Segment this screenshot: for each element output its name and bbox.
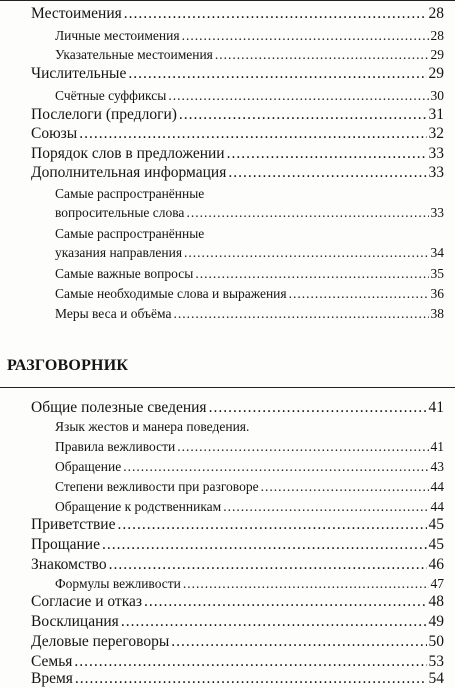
toc-subentry[interactable] (55, 479, 444, 495)
toc-page-number: 44 (430, 499, 444, 514)
toc-entry-label: Прощание (31, 536, 100, 553)
toc-entry[interactable] (31, 125, 444, 143)
leader-dots (121, 613, 427, 631)
toc-entry-label: Обращение (55, 459, 122, 474)
toc-page-number: 28 (428, 5, 444, 22)
section-heading: РАЗГОВОРНИК (7, 357, 129, 374)
toc-entry[interactable] (31, 536, 444, 554)
toc-entry-label: Восклицания (31, 613, 119, 630)
toc-entry[interactable] (31, 516, 444, 534)
leader-dots (182, 28, 429, 44)
leader-dots (123, 459, 428, 475)
leader-dots (227, 145, 427, 163)
leader-dots (195, 266, 428, 282)
toc-entry-label: Формулы вежливости (55, 576, 181, 591)
toc-entry-label: Время (31, 670, 73, 687)
toc-entry-label: Согласие и отказ (31, 593, 142, 610)
toc-entry-label: Общие полезные сведения (31, 399, 207, 416)
toc-page-number: 34 (430, 245, 444, 260)
toc-page-number: 29 (428, 65, 444, 82)
toc-entry-label: Послелоги (предлоги) (31, 106, 177, 123)
leader-dots (228, 164, 426, 182)
toc-page-number: 30 (430, 88, 444, 103)
toc-entry[interactable] (31, 5, 444, 23)
toc-entry-label: Союзы (31, 125, 78, 142)
leader-dots (102, 536, 427, 554)
toc-subentry[interactable] (55, 499, 444, 515)
toc-page-number: 50 (428, 633, 444, 650)
toc-subentry[interactable] (55, 459, 444, 475)
toc-entry[interactable] (31, 145, 444, 163)
toc-page-number: 41 (430, 439, 444, 454)
toc-entry-label: Указательные местоимения (55, 47, 213, 62)
toc-page-number: 35 (430, 266, 444, 281)
leader-dots (144, 593, 427, 611)
toc-subentry[interactable] (55, 245, 444, 261)
leader-dots (128, 65, 426, 83)
leader-dots (168, 88, 428, 104)
toc-entry[interactable] (31, 593, 444, 611)
leader-dots (79, 125, 426, 143)
toc-subentry[interactable] (55, 28, 444, 44)
toc-entry-label: Местоимения (31, 5, 122, 22)
toc-entry-label: Правила вежливости (55, 439, 176, 454)
toc-subentry-first-line: Самые распространённые (55, 226, 205, 241)
toc-page-number: 49 (428, 613, 444, 630)
toc-entry-label: Обращение к родственникам (55, 499, 222, 514)
leader-dots (209, 399, 427, 417)
toc-page-number: 29 (430, 47, 444, 62)
leader-dots (215, 47, 429, 63)
toc-entry[interactable] (31, 613, 444, 631)
leader-dots (109, 556, 427, 574)
toc-entry[interactable] (31, 653, 444, 671)
toc-entry[interactable] (31, 399, 444, 417)
toc-entry[interactable] (31, 670, 444, 688)
toc-subentry-first-line: Язык жестов и манера поведения. (55, 419, 250, 434)
toc-subentry[interactable] (55, 439, 444, 455)
toc-entry[interactable] (31, 556, 444, 574)
toc-page-number: 47 (430, 576, 444, 591)
toc-entry-label: Дополнительная информация (31, 164, 227, 181)
toc-subentry[interactable] (55, 88, 444, 104)
section-divider (0, 387, 455, 388)
top-rule (0, 0, 455, 1)
toc-page-number: 32 (428, 125, 444, 142)
toc-subentry[interactable] (55, 47, 444, 63)
leader-dots (179, 106, 427, 124)
toc-subentry[interactable] (55, 286, 444, 302)
toc-entry-label: Знакомство (31, 556, 107, 573)
toc-entry-label: Меры веса и объёма (55, 306, 172, 321)
toc-entry-label: Приветствие (31, 516, 116, 533)
toc-entry-label: Самые необходимые слова и выражения (55, 286, 287, 301)
toc-entry-label: Порядок слов в предложении (31, 145, 225, 162)
toc-page-number: 53 (428, 653, 444, 670)
toc-page-number: 44 (430, 479, 444, 494)
toc-entry-label: Личные местоимения (55, 28, 180, 43)
toc-entry[interactable] (31, 633, 444, 651)
leader-dots (124, 5, 427, 23)
leader-dots (173, 306, 428, 322)
leader-dots (223, 499, 428, 515)
toc-page-number: 48 (428, 593, 444, 610)
toc-entry-label: Степени вежливости при разговоре (55, 479, 259, 494)
toc-page-number: 31 (428, 106, 444, 123)
leader-dots (117, 516, 426, 534)
leader-dots (184, 245, 428, 261)
toc-page-number: 54 (428, 670, 444, 687)
toc-page-number: 45 (428, 516, 444, 533)
toc-entry-label: указания направления (55, 245, 183, 260)
toc-page-number: 28 (430, 28, 444, 43)
toc-page-number: 43 (430, 459, 444, 474)
toc-entry[interactable] (31, 164, 444, 182)
toc-entry-label: Самые важные вопросы (55, 266, 194, 281)
toc-entry-label: Числительные (31, 65, 127, 82)
toc-subentry-first-line: Самые распространённые (55, 186, 205, 201)
toc-page-number: 38 (430, 306, 444, 321)
toc-page-number: 36 (430, 286, 444, 301)
toc-entry-label: Деловые переговоры (31, 633, 170, 650)
toc-page-number: 33 (430, 205, 444, 220)
toc-page-number: 41 (428, 399, 444, 416)
toc-entry-label: Счётные суффиксы (55, 88, 167, 103)
toc-page-number: 33 (428, 145, 444, 162)
leader-dots (177, 439, 428, 455)
toc-subentry[interactable] (55, 576, 444, 592)
toc-page-number: 33 (428, 164, 444, 181)
toc-page-number: 46 (428, 556, 444, 573)
leader-dots (186, 205, 428, 221)
leader-dots (171, 633, 426, 651)
toc-page-number: 45 (428, 536, 444, 553)
leader-dots (261, 479, 429, 495)
leader-dots (75, 670, 427, 688)
leader-dots (289, 286, 429, 302)
leader-dots (183, 576, 429, 592)
toc-subentry[interactable] (55, 266, 444, 282)
toc-subentry[interactable] (55, 205, 444, 221)
toc-entry[interactable] (31, 106, 444, 124)
toc-entry-label: Семья (31, 653, 73, 670)
toc-subentry[interactable] (55, 306, 444, 322)
leader-dots (74, 653, 426, 671)
toc-entry[interactable] (31, 65, 444, 83)
toc-entry-label: вопросительные слова (55, 205, 185, 220)
